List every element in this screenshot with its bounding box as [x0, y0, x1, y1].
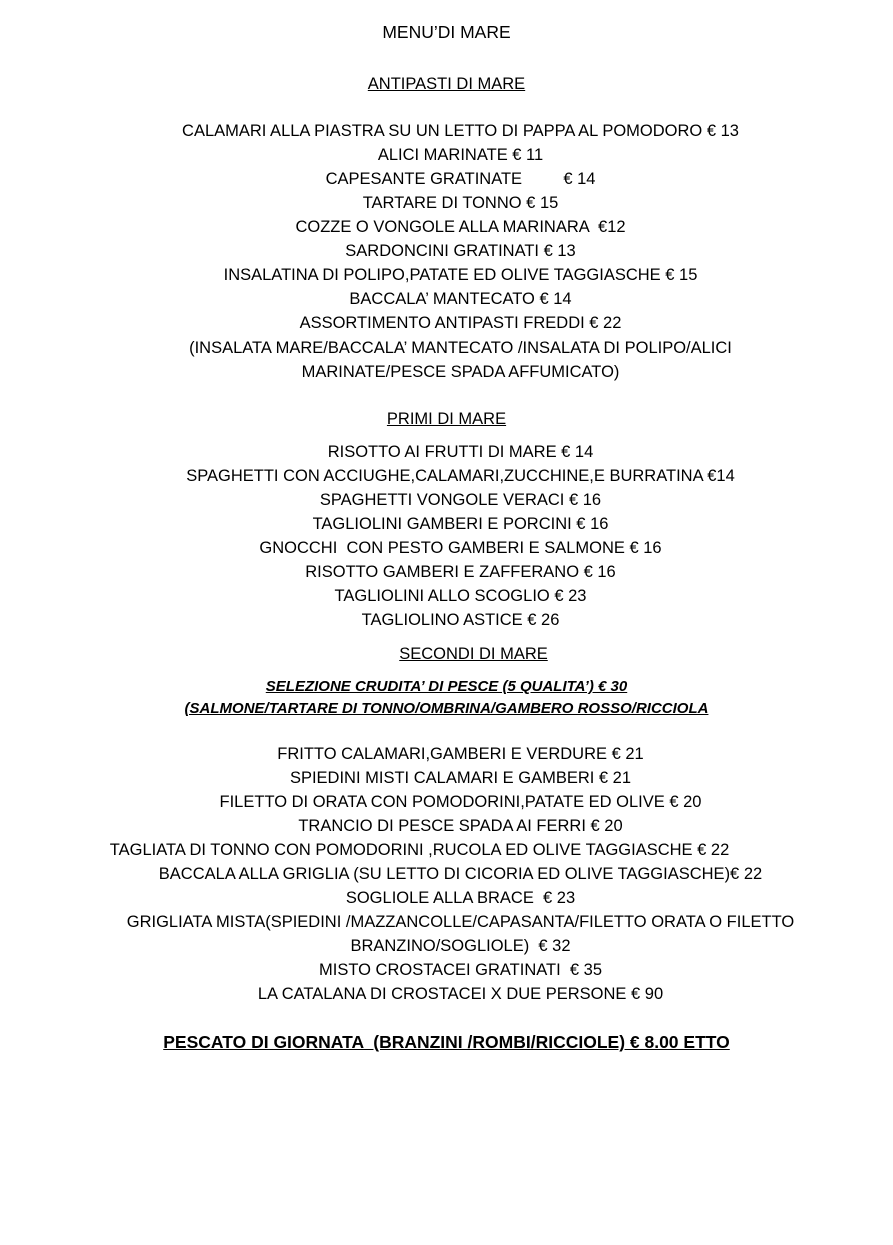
primi-item: RISOTTO GAMBERI E ZAFFERANO € 16 — [305, 563, 616, 581]
antipasti-item: CALAMARI ALLA PIASTRA SU UN LETTO DI PAPPA AL POMODORO € 13 — [182, 122, 739, 140]
pescato-di-giornata: PESCATO DI GIORNATA (BRANZINI /ROMBI/RICCIOLE) € 8.00 ETTO — [163, 1032, 730, 1052]
secondi-item: BRANZINO/SOGLIOLE) € 32 — [350, 937, 571, 955]
selezione-crudita-detail: (SALMONE/TARTARE DI TONNO/OMBRINA/GAMBERO ROSSO/RICCIOLA — [184, 700, 709, 717]
primi-item: SPAGHETTI VONGOLE VERACI € 16 — [319, 491, 602, 509]
primi-item: TAGLIOLINO ASTICE € 26 — [361, 611, 560, 629]
primi-item: RISOTTO AI FRUTTI DI MARE € 14 — [327, 443, 594, 461]
secondi-item: FILETTO DI ORATA CON POMODORINI,PATATE ED OLIVE € 20 — [219, 793, 702, 811]
secondi-heading: SECONDI DI MARE — [399, 645, 548, 663]
primi-item: TAGLIOLINI ALLO SCOGLIO € 23 — [334, 587, 587, 605]
menu-title: MENU’DI MARE — [382, 22, 511, 42]
antipasti-item: (INSALATA MARE/BACCALA’ MANTECATO /INSALATA DI POLIPO/ALICI — [189, 339, 732, 357]
selezione-crudita: SELEZIONE CRUDITA’ DI PESCE (5 QUALITA’) € 30 — [265, 678, 628, 695]
antipasti-item: ALICI MARINATE € 11 — [377, 146, 544, 164]
antipasti-item: TARTARE DI TONNO € 15 — [362, 194, 559, 212]
antipasti-item: CAPESANTE GRATINATE € 14 — [325, 170, 596, 188]
secondi-item: FRITTO CALAMARI,GAMBERI E VERDURE € 21 — [277, 745, 644, 763]
secondi-item: GRIGLIATA MISTA(SPIEDINI /MAZZANCOLLE/CAPASANTA/FILETTO ORATA O FILETTO — [126, 913, 795, 931]
secondi-item: SPIEDINI MISTI CALAMARI E GAMBERI € 21 — [289, 769, 632, 787]
secondi-item: BACCALA ALLA GRIGLIA (SU LETTO DI CICORIA ED OLIVE TAGGIASCHE)€ 22 — [158, 865, 763, 883]
primi-item: SPAGHETTI CON ACCIUGHE,CALAMARI,ZUCCHINE,E BURRATINA €14 — [186, 467, 735, 485]
secondi-item: MISTO CROSTACEI GRATINATI € 35 — [319, 961, 602, 979]
secondi-item: LA CATALANA DI CROSTACEI X DUE PERSONE € 90 — [257, 985, 664, 1003]
antipasti-item: MARINATE/PESCE SPADA AFFUMICATO) — [301, 363, 620, 381]
secondi-item: TAGLIATA DI TONNO CON POMODORINI ,RUCOLA ED OLIVE TAGGIASCHE € 22 — [109, 841, 730, 859]
secondi-item: SOGLIOLE ALLA BRACE € 23 — [345, 889, 576, 907]
antipasti-item: BACCALA’ MANTECATO € 14 — [349, 290, 572, 308]
antipasti-item: COZZE O VONGOLE ALLA MARINARA €12 — [295, 218, 626, 236]
primi-item: TAGLIOLINI GAMBERI E PORCINI € 16 — [312, 515, 609, 533]
primi-item: GNOCCHI CON PESTO GAMBERI E SALMONE € 16 — [259, 539, 662, 557]
antipasti-item: SARDONCINI GRATINATI € 13 — [345, 242, 576, 260]
antipasti-heading: ANTIPASTI DI MARE — [367, 75, 526, 93]
antipasti-item: INSALATINA DI POLIPO,PATATE ED OLIVE TAGGIASCHE € 15 — [223, 266, 698, 284]
secondi-item: TRANCIO DI PESCE SPADA AI FERRI € 20 — [298, 817, 623, 835]
primi-heading: PRIMI DI MARE — [386, 410, 507, 428]
antipasti-item: ASSORTIMENTO ANTIPASTI FREDDI € 22 — [299, 314, 622, 332]
